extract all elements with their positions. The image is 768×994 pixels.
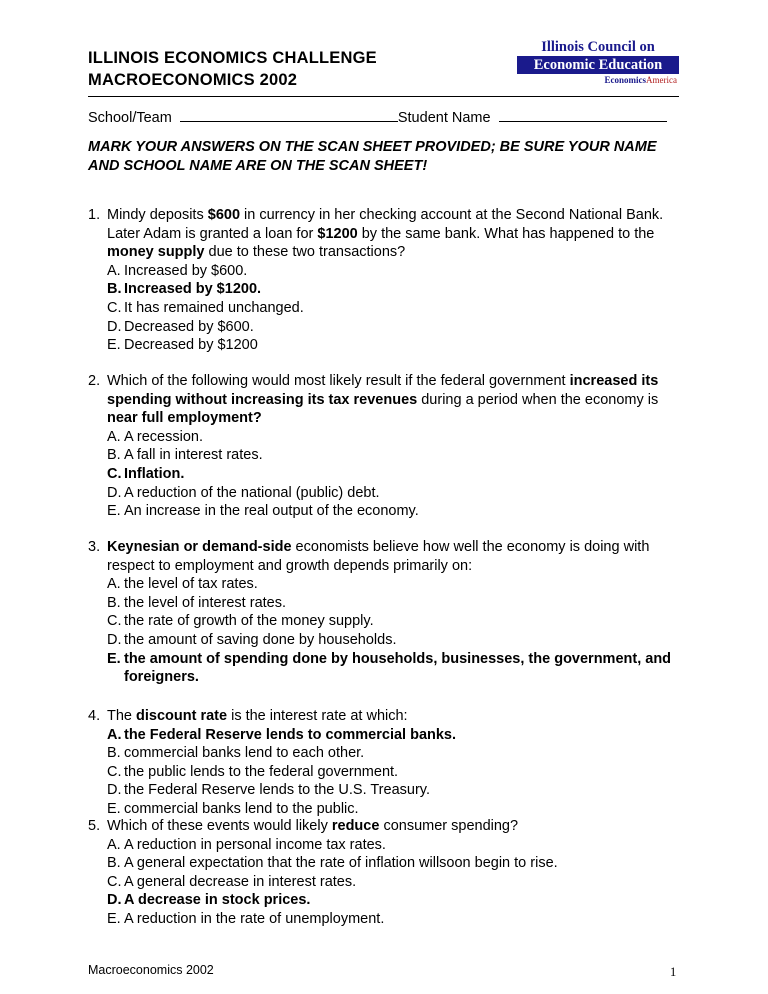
council-logo xyxy=(517,38,679,87)
student-blank[interactable] xyxy=(499,107,667,122)
question-number: 5. xyxy=(88,818,101,834)
question-text: The discount rate is the interest rate at which: xyxy=(107,708,408,724)
question-text: Keynesian or demand-side economists believe how well the economy is doing with respect to employment and growth depends primarily on: xyxy=(107,539,650,574)
logo-economics: Economics xyxy=(604,75,647,85)
footer-title: Macroeconomics 2002 xyxy=(88,963,214,977)
option-d[interactable]: D. the Federal Reserve lends to the U.S. Treasury. xyxy=(107,782,430,799)
option-b[interactable]: B. commercial banks lend to each other. xyxy=(107,745,365,762)
question-4 xyxy=(88,707,688,819)
option-d[interactable]: D. A reduction of the national (public) debt. xyxy=(107,484,380,501)
school-label: School/Team xyxy=(88,110,172,126)
option-c[interactable]: C. the public lends to the federal government. xyxy=(107,763,399,780)
option-d[interactable]: D. Decreased by $600. xyxy=(107,318,254,335)
option-e-answer[interactable]: E. the amount of spending done by households, businesses, the government, and foreigners. xyxy=(107,650,672,686)
question-5 xyxy=(88,817,688,929)
question-text: Mindy deposits $600 in currency in her checking account at the Second National Bank. Later Adam is granted a loan for $1200 by the same bank. What has happened to the money supply due to these two transactions? xyxy=(107,207,664,261)
exam-title-line1: ILLINOIS ECONOMICS CHALLENGE xyxy=(88,49,377,67)
logo-line3 xyxy=(517,74,679,87)
question-1 xyxy=(88,206,688,355)
question-number: 2. xyxy=(88,373,101,389)
option-c[interactable]: C. A general decrease in interest rates. xyxy=(107,873,357,890)
logo-line2: Economic Education xyxy=(517,56,679,74)
option-e[interactable]: E. A reduction in the rate of unemployment. xyxy=(107,910,385,927)
option-c[interactable]: C. the rate of growth of the money supply. xyxy=(107,613,374,630)
option-d-answer[interactable]: D. A decrease in stock prices. xyxy=(107,892,311,909)
header-divider xyxy=(88,96,679,97)
option-e[interactable]: E. commercial banks lend to the public. xyxy=(107,800,359,817)
question-text: Which of these events would likely reduce consumer spending? xyxy=(107,818,519,834)
question-number: 3. xyxy=(88,539,101,555)
name-row xyxy=(88,107,679,128)
question-2 xyxy=(88,372,688,521)
option-e[interactable]: E. An increase in the real output of the economy. xyxy=(107,503,419,520)
option-a[interactable]: A. Increased by $600. xyxy=(107,262,248,279)
question-number: 4. xyxy=(88,708,101,724)
exam-title-line2: MACROECONOMICS 2002 xyxy=(88,71,298,89)
page-number: 1 xyxy=(670,965,677,979)
instructions: MARK YOUR ANSWERS ON THE SCAN SHEET PROVIDED; BE SURE YOUR NAME AND SCHOOL NAME ARE ON THE SCAN SHEET! xyxy=(88,139,657,174)
option-a[interactable]: A. the level of tax rates. xyxy=(107,576,258,593)
option-c[interactable]: C. It has remained unchanged. xyxy=(107,299,304,316)
option-a[interactable]: A. A recession. xyxy=(107,428,203,445)
question-3 xyxy=(88,538,688,687)
question-number: 1. xyxy=(88,207,101,223)
option-b-answer[interactable]: B. Increased by $1200. xyxy=(107,281,262,298)
logo-line1: Illinois Council on xyxy=(541,39,655,55)
option-a[interactable]: A. A reduction in personal income tax rates. xyxy=(107,836,386,853)
option-b[interactable]: B. A general expectation that the rate of inflation willsoon begin to rise. xyxy=(107,855,558,872)
exam-title xyxy=(88,47,377,91)
student-label: Student Name xyxy=(397,110,491,126)
option-c-answer[interactable]: C. Inflation. xyxy=(107,465,185,482)
option-d[interactable]: D. the amount of saving done by households. xyxy=(107,631,397,648)
option-a-answer[interactable]: A. the Federal Reserve lends to commercial banks. xyxy=(107,726,457,743)
question-text: Which of the following would most likely result if the federal government increased its spending without increasing its tax revenues during a period when the economy is near full employment? xyxy=(107,373,659,427)
logo-america: America xyxy=(646,75,677,85)
option-b[interactable]: B. A fall in interest rates. xyxy=(107,447,263,464)
option-b[interactable]: B. the level of interest rates. xyxy=(107,594,286,611)
option-e[interactable]: E. Decreased by $1200 xyxy=(107,337,258,354)
school-blank[interactable] xyxy=(180,107,398,122)
